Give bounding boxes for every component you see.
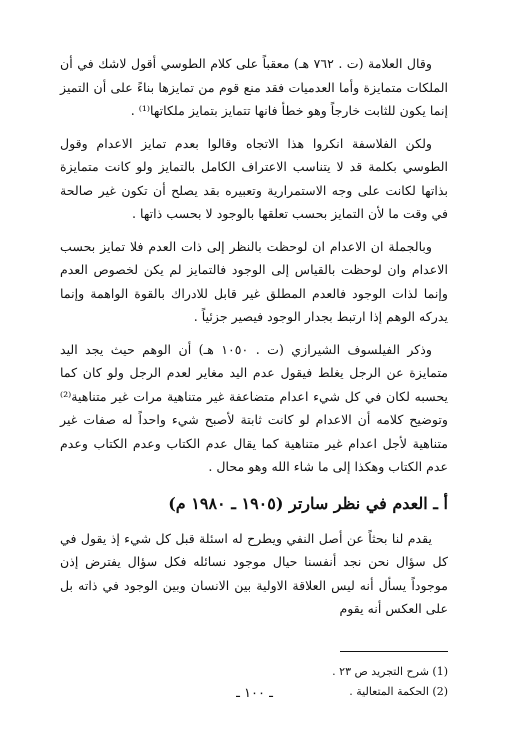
- footnote-1: (1) شرح التجريد ص ٢٣ .: [332, 664, 448, 678]
- paragraph-sartre: يقدم لنا بحثاً عن أصل النفي ويطرح له اسئلة قبل كل شيء إذ يقول في كل سؤال نحن نجد أنفسنا حيال موجود نسائله فكل سؤال يفترض إذن موجوداً يسأل أنه ليس العلاقة الاولية بين الانسان وبين الوجود في ذاته بل على العكس أنه يقوم: [60, 530, 448, 616]
- paragraph-allama: وقال العلامة (ت . ٧٦٢ هـ) معقباً على كلام الطوسي أقول لاشك في أن الملكات متمايزة وأما العدميات فقد منع قوم من تمايزها بناءً على أن التميز إنما يكون للثابت خارجاً وهو خطأ فانها تتمايز بتمايز ملكاتها⁽¹⁾ .: [60, 56, 448, 118]
- paragraph-shirazi: وذكر الفيلسوف الشيرازي (ت . ١٠٥٠ هـ) أن الوهم حيث يجد اليد متمايزة عن الرجل يغلط فيقول عدم اليد مغاير لعدم الرجل ولو كان كما يحسبه لكان في كل شيء اعدام متضاعفة غير متناهية مرات غير متناهية⁽²⁾ وتوضيح كلامه أن الاعدام لو كانت ثابتة لأصبح شيء واحداً له صفات غير متناهية لأجل اعدام غير متناهية كما يقال عدم الكتاب وعدم الكتاب وعدم عدم الكتاب وهكذا إلى ما شاء الله وهو محال .: [60, 341, 448, 474]
- footnote-divider: [340, 651, 448, 652]
- page-body: [60, 52, 448, 702]
- paragraph-philosophers: ولكن الفلاسفة انكروا هذا الاتجاه وقالوا بعدم تمايز الاعدام وقول الطوسي بكلمة قد لا يتناسب الاعتراف الكامل بالتمايز ولو كانت متمايزة بذاتها لكانت على وجه الاستمرارية وتعبيره بقد يصلح أن تكون غير صالحة في وقت ما لأن التمايز بحسب تعلقها بالوجود لا بحسب ذاتها .: [60, 135, 448, 221]
- page-number: ـ ١٠٠ ـ: [236, 686, 273, 701]
- paragraph-summary: وبالجملة ان الاعدام ان لوحظت بالنظر إلى ذات العدم فلا تمايز بحسب الاعدام وان لوحظت بالقياس إلى الوجود فالتمايز لم يكن لخصوص العدم وإنما لذات الوجود فالعدم المطلق غير قابل للادراك بالقوة الواهمة وإنما يدركه الوهم إذا ارتبط بجدار الوجود فيصير جزئياً .: [60, 238, 448, 324]
- section-heading: أ ـ العدم في نظر سارتر (١٩٠٥ ـ ١٩٨٠ م): [168, 493, 448, 513]
- footnote-2: (2) الحكمة المتعالية .: [349, 684, 448, 698]
